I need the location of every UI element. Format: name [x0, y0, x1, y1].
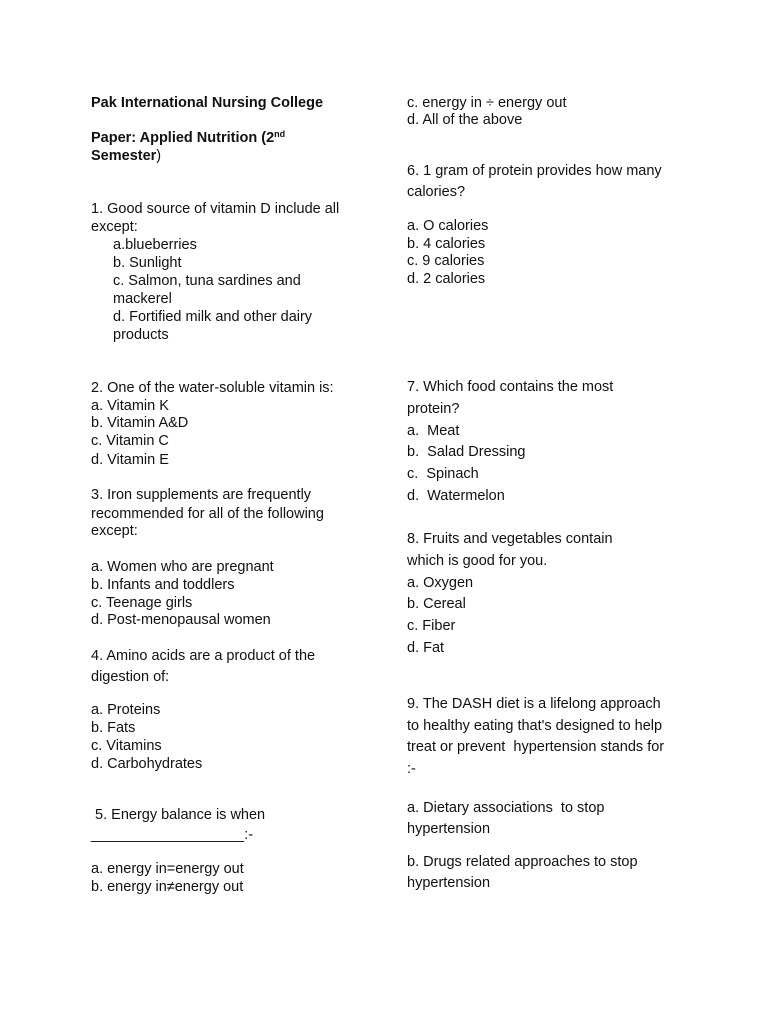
q8-option: c. Fiber [407, 618, 456, 634]
q2-option: c. Vitamin C [91, 433, 169, 449]
paper-title-sup: nd [274, 129, 286, 139]
q1-stem-line1: 1. Good source of vitamin D include all [91, 201, 340, 217]
q7-option: c. Spinach [407, 466, 479, 482]
q8-option: b. Cereal [407, 596, 466, 612]
paper-title-close: ) [156, 148, 162, 164]
q9-option: hypertension [407, 875, 491, 891]
q4-stem-line2: digestion of: [91, 669, 170, 685]
college-title: Pak International Nursing College [91, 95, 324, 111]
q3-option: d. Post-menopausal women [91, 612, 271, 628]
q6-stem-line1: 6. 1 gram of protein provides how many [407, 163, 662, 179]
q5-option: d. All of the above [407, 112, 523, 128]
q6-option: b. 4 calories [407, 236, 486, 252]
q9-option: b. Drugs related approaches to stop [407, 854, 638, 870]
q6-option: a. O calories [407, 218, 489, 234]
q7-option: b. Salad Dressing [407, 444, 526, 460]
q8-stem-line1: 8. Fruits and vegetables contain [407, 531, 613, 547]
q5-option: b. energy in≠energy out [91, 879, 244, 895]
q3-option: a. Women who are pregnant [91, 559, 274, 575]
q2-stem: 2. One of the water-soluble vitamin is: [91, 380, 334, 396]
q4-option: b. Fats [91, 720, 136, 736]
q9-stem-line4: :- [407, 761, 416, 777]
q5-stem-line2: ___________________:- [91, 827, 254, 843]
q1-option: c. Salmon, tuna sardines and [113, 273, 301, 289]
q1-option: b. Sunlight [113, 255, 182, 271]
q3-stem-line1: 3. Iron supplements are frequently [91, 487, 312, 503]
q4-option: d. Carbohydrates [91, 756, 203, 772]
q3-stem-line3: except: [91, 523, 138, 539]
paper-title-prefix: Paper: Applied Nutrition (2 [91, 130, 275, 146]
q2-option: a. Vitamin K [91, 398, 169, 414]
q1-option: d. Fortified milk and other dairy [113, 309, 313, 325]
q5-option: a. energy in=energy out [91, 861, 244, 877]
q3-option: b. Infants and toddlers [91, 577, 235, 593]
q7-option: d. Watermelon [407, 488, 505, 504]
q1-option: products [113, 327, 169, 343]
q3-stem-line2: recommended for all of the following [91, 506, 324, 522]
q5-stem-line1: 5. Energy balance is when [91, 807, 266, 823]
q9-option: a. Dietary associations to stop [407, 800, 605, 816]
q7-stem-line1: 7. Which food contains the most [407, 379, 614, 395]
q7-stem-line2: protein? [407, 401, 460, 417]
q1-option: a.blueberries [113, 237, 197, 253]
q6-option: c. 9 calories [407, 253, 485, 269]
q7-option: a. Meat [407, 423, 460, 439]
q2-option: d. Vitamin E [91, 452, 169, 468]
q8-option: d. Fat [407, 640, 445, 656]
q8-stem-line2: which is good for you. [407, 553, 548, 569]
q9-stem-line1: 9. The DASH diet is a lifelong approach [407, 696, 661, 712]
q4-stem-line1: 4. Amino acids are a product of the [91, 648, 316, 664]
q8-option: a. Oxygen [407, 575, 474, 591]
paper-title-line2 [91, 147, 161, 165]
q3-option: c. Teenage girls [91, 595, 193, 611]
q9-option: hypertension [407, 821, 491, 837]
paper-title [91, 129, 285, 147]
paper-title-semester: Semester [91, 148, 157, 164]
q1-stem-line2: except: [91, 219, 138, 235]
q1-option: mackerel [113, 291, 172, 307]
q6-option: d. 2 calories [407, 271, 486, 287]
q4-option: a. Proteins [91, 702, 161, 718]
q6-stem-line2: calories? [407, 184, 466, 200]
q2-option: b. Vitamin A&D [91, 415, 189, 431]
q5-option: c. energy in ÷ energy out [407, 95, 567, 111]
q9-stem-line3: treat or prevent hypertension stands for [407, 739, 665, 755]
q4-option: c. Vitamins [91, 738, 162, 754]
q9-stem-line2: to healthy eating that's designed to help [407, 718, 663, 734]
